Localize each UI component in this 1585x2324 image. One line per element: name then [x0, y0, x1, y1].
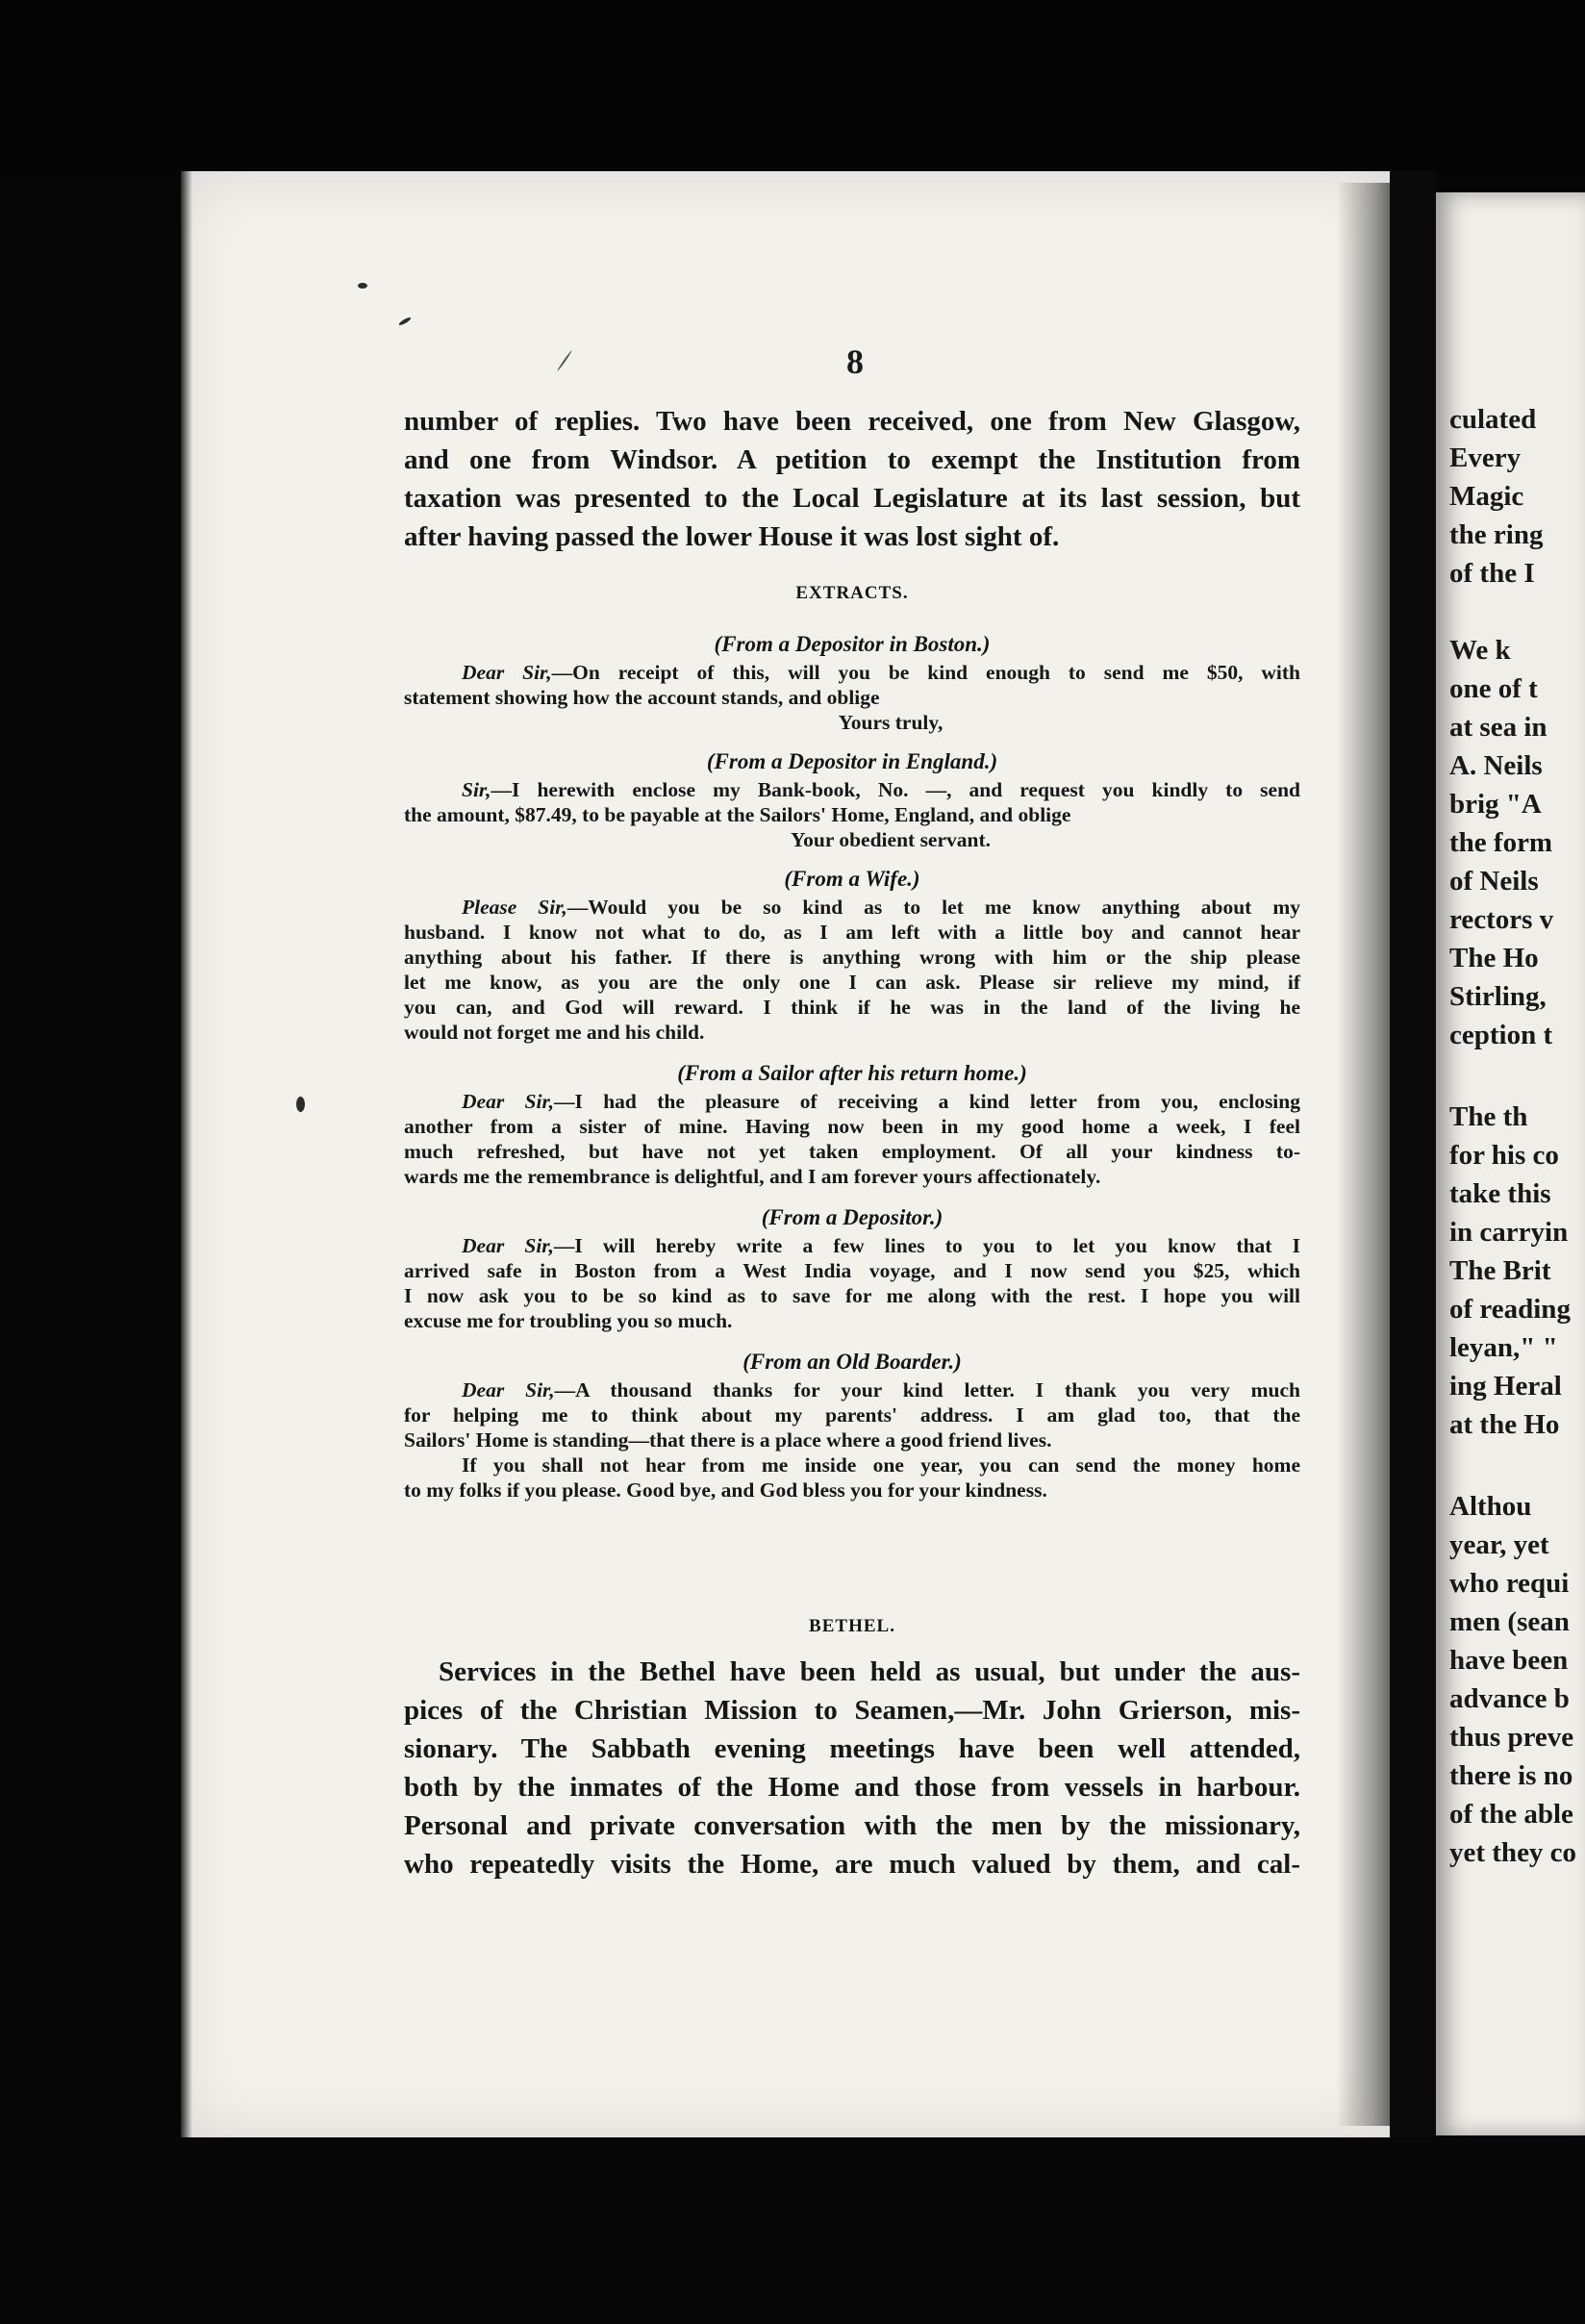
- ink-speck: [358, 283, 367, 289]
- bethel-paragraph: [404, 1653, 1300, 1883]
- letter-text: —I will hereby write a few lines to you to let you know that I: [553, 1234, 1300, 1257]
- letter-line: [404, 660, 1300, 685]
- right-page-fragment: take this: [1449, 1178, 1551, 1209]
- right-page-fragment: at the Ho: [1449, 1409, 1560, 1440]
- letter-line: let me know, as you are the only one I can ask. Please sir relieve my mind, if: [404, 971, 1300, 994]
- right-page-fragment: thus preve: [1449, 1722, 1574, 1753]
- right-page-fragment: The Brit: [1449, 1255, 1551, 1286]
- right-page-fragment: We k: [1449, 635, 1511, 666]
- letter-line: to my folks if you please. Good bye, and God bless you for your kindness.: [404, 1478, 1047, 1502]
- letter-line: [404, 895, 1300, 920]
- letter-returned-sailor: [404, 1058, 1300, 1189]
- letter-line: I now ask you to be so kind as to save for me along with the rest. I hope you will: [404, 1284, 1300, 1307]
- letter-source: (From a Depositor.): [761, 1205, 943, 1229]
- right-page-fragment: the ring: [1449, 519, 1544, 550]
- right-page-fragment: leyan," ": [1449, 1332, 1558, 1363]
- letter-line: excuse me for troubling you so much.: [404, 1309, 733, 1332]
- page-number: 8: [846, 342, 864, 381]
- letter-line: If you shall not hear from me inside one year, you can send the money home: [462, 1453, 1300, 1477]
- text-line: pices of the Christian Mission to Seamen,—Mr. John Grierson, mis-: [404, 1695, 1300, 1726]
- letter-source: (From a Depositor in England.): [706, 749, 998, 773]
- right-page-fragment: have been: [1449, 1645, 1569, 1676]
- letter-text: —I had the pleasure of receiving a kind letter from you, enclosing: [554, 1090, 1300, 1113]
- right-page-fragment: of reading: [1449, 1294, 1571, 1325]
- right-page-fragment: yet they co: [1449, 1837, 1577, 1868]
- right-page-fragment: ing Heral: [1449, 1371, 1562, 1402]
- right-page-fragment: Althou: [1449, 1491, 1532, 1522]
- right-page-fragment: The th: [1449, 1101, 1528, 1132]
- text-line: Services in the Bethel have been held as usual, but under the aus-: [439, 1656, 1300, 1687]
- letter-line: Sailors' Home is standing—that there is a place where a good friend lives.: [404, 1428, 1052, 1452]
- letter-line: anything about his father. If there is anything wrong with him or the ship please: [404, 946, 1300, 969]
- letter-salutation: Sir,: [462, 778, 491, 801]
- letter-text: —A thousand thanks for your kind letter. I thank you very much: [554, 1378, 1300, 1402]
- right-page: [1436, 192, 1585, 2135]
- text-line: Personal and private conversation with the men by the missionary,: [404, 1810, 1300, 1841]
- right-page-fragment: year, yet: [1449, 1529, 1549, 1560]
- right-page-fragment: culated: [1449, 404, 1537, 435]
- right-page-fragment: there is no: [1449, 1760, 1573, 1791]
- right-page-fragment: A. Neils: [1449, 750, 1543, 781]
- letter-source: (From a Wife.): [784, 867, 920, 891]
- right-page-fragment: of Neils: [1449, 866, 1539, 897]
- letter-salutation: Dear Sir,: [462, 1090, 555, 1113]
- letter-line: another from a sister of mine. Having now been in my good home a week, I feel: [404, 1115, 1300, 1138]
- right-page-fragment: brig "A: [1449, 789, 1542, 820]
- right-page-fragment: The Ho: [1449, 943, 1539, 973]
- right-page-fragment: men (sean: [1449, 1606, 1570, 1637]
- intro-paragraph: [404, 402, 1300, 556]
- letter-old-boarder: [404, 1347, 1300, 1503]
- text-line: number of replies. Two have been received, one from New Glasgow,: [404, 406, 1300, 437]
- text-line: taxation was presented to the Local Legislature at its last session, but: [404, 483, 1300, 514]
- right-page-fragment: of the able: [1449, 1799, 1573, 1830]
- right-page-fragment: of the I: [1449, 558, 1535, 589]
- right-page-fragment: who requi: [1449, 1568, 1570, 1599]
- letter-line: [404, 1089, 1300, 1114]
- letter-source: (From a Sailor after his return home.): [677, 1061, 1027, 1085]
- letter-west-india-depositor: [404, 1202, 1300, 1333]
- letter-boston-depositor: [404, 629, 1300, 735]
- right-page-fragment: Every: [1449, 442, 1522, 473]
- letter-salutation: Dear Sir,: [462, 1234, 554, 1257]
- text-line: after having passed the lower House it was lost sight of.: [404, 521, 1060, 552]
- right-page-fragment: Magic: [1449, 481, 1524, 512]
- letter-source: (From a Depositor in Boston.): [714, 632, 991, 656]
- right-page-fragment: the form: [1449, 827, 1553, 858]
- letter-line: [404, 777, 1300, 802]
- letter-line: would not forget me and his child.: [404, 1021, 705, 1044]
- scan-border-bottom: [0, 2137, 1585, 2324]
- letter-line: you can, and God will reward. I think if he was in the land of the living he: [404, 996, 1300, 1019]
- letter-signoff: Your obedient servant.: [790, 828, 992, 851]
- letter-line: [404, 1377, 1300, 1402]
- extracts-section: [404, 623, 1300, 1503]
- book-gutter: [1390, 171, 1436, 2143]
- letter-line: arrived safe in Boston from a West India voyage, and I now send you $25, which: [404, 1259, 1300, 1282]
- letter-wife: [404, 864, 1300, 1045]
- letter-signoff: Yours truly,: [838, 711, 943, 734]
- letter-england-depositor: [404, 746, 1300, 852]
- right-page-fragment: ception t: [1449, 1020, 1553, 1050]
- letter-salutation: Dear Sir,: [462, 661, 552, 684]
- ink-speck: [296, 1097, 305, 1112]
- letter-text: —On receipt of this, will you be kind enough to send me $50, with: [551, 661, 1300, 684]
- text-line: who repeatedly visits the Home, are much valued by them, and cal-: [404, 1849, 1300, 1880]
- letter-line: husband. I know not what to do, as I am left with a little boy and cannot hear: [404, 921, 1300, 944]
- letter-source: (From an Old Boarder.): [742, 1350, 962, 1374]
- bethel-heading: BETHEL.: [809, 1616, 895, 1636]
- extracts-heading: EXTRACTS.: [795, 583, 909, 603]
- letter-text: —I herewith enclose my Bank-book, No. —, and request you kindly to send: [491, 778, 1300, 801]
- right-page-fragment: advance b: [1449, 1683, 1570, 1714]
- letter-salutation: Dear Sir,: [462, 1378, 555, 1402]
- text-line: and one from Windsor. A petition to exempt the Institution from: [404, 444, 1300, 475]
- letter-line: statement showing how the account stands, and oblige: [404, 686, 880, 709]
- text-line: both by the inmates of the Home and those from vessels in harbour.: [404, 1772, 1300, 1803]
- right-page-fragment: one of t: [1449, 673, 1538, 704]
- letter-text: —Would you be so kind as to let me know anything about my: [566, 896, 1300, 919]
- letter-line: much refreshed, but have not yet taken employment. Of all your kindness to-: [404, 1140, 1300, 1163]
- letter-line: [404, 1233, 1300, 1258]
- right-page-fragment: at sea in: [1449, 712, 1547, 743]
- right-page-fragment: Stirling,: [1449, 981, 1547, 1012]
- right-page-fragment: in carryin: [1449, 1217, 1569, 1248]
- letter-line: for helping me to think about my parents' address. I am glad too, that the: [404, 1403, 1300, 1427]
- right-page-fragment: rectors v: [1449, 904, 1554, 935]
- letter-salutation: Please Sir,: [462, 896, 567, 919]
- right-page-fragment: for his co: [1449, 1140, 1559, 1171]
- letter-line: the amount, $87.49, to be payable at the Sailors' Home, England, and oblige: [404, 803, 1071, 826]
- scan-border-top: [0, 0, 1585, 171]
- letter-line: wards me the remembrance is delightful, and I am forever yours affectionately.: [404, 1165, 1101, 1188]
- text-line: sionary. The Sabbath evening meetings have been well attended,: [404, 1733, 1300, 1764]
